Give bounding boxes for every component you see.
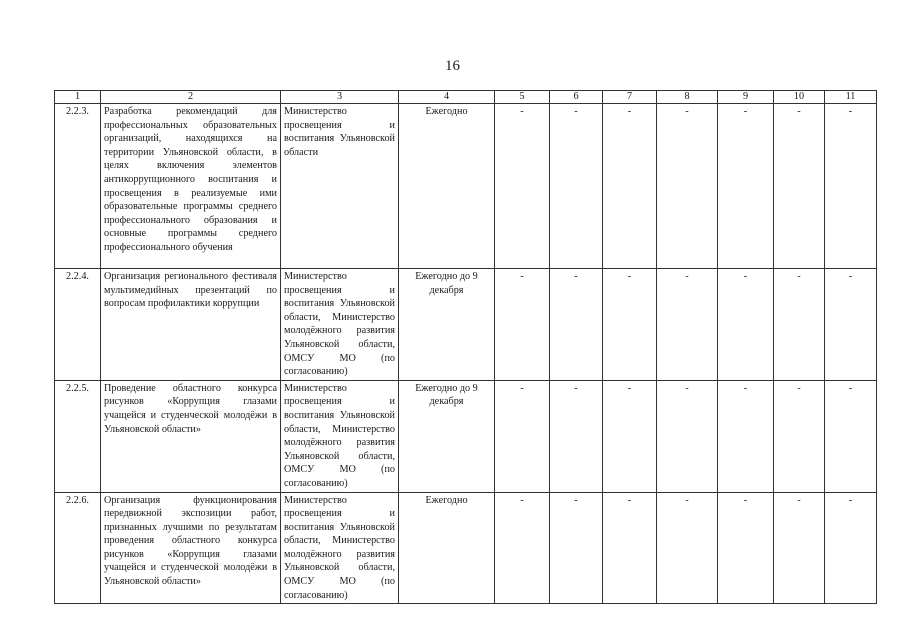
value-cell: - <box>825 104 877 269</box>
value-cell: - <box>495 104 550 269</box>
value-cell: - <box>603 269 657 381</box>
executor: Министерство просвещения и воспитания Ульяновской области, Министерство молодёжного развития Ульяновской области, ОМСУ МО (по согласованию) <box>281 380 399 492</box>
executor: Министерство просвещения и воспитания Ульяновской области, Министерство молодёжного развития Ульяновской области, ОМСУ МО (по согласованию) <box>281 269 399 381</box>
page-number: 16 <box>445 58 460 74</box>
measures-table <box>54 90 877 604</box>
value-cell: - <box>774 492 825 604</box>
value-cell: - <box>657 269 718 381</box>
table-header-row <box>55 91 877 104</box>
value-cell: - <box>825 269 877 381</box>
value-cell: - <box>495 492 550 604</box>
term: Ежегодно <box>399 104 495 269</box>
value-cell: - <box>718 380 774 492</box>
measure-title: Проведение областного конкурса рисунков «Коррупция глазами учащейся и студенческой молодёжи в Ульяновской области» <box>101 380 281 492</box>
table-row <box>55 380 877 492</box>
row-number: 2.2.4. <box>55 269 101 381</box>
value-cell: - <box>718 104 774 269</box>
table-row <box>55 492 877 604</box>
header-cell: 4 <box>399 91 495 104</box>
value-cell: - <box>550 380 603 492</box>
value-cell: - <box>495 269 550 381</box>
term: Ежегодно до 9 декабря <box>399 269 495 381</box>
header-cell: 11 <box>825 91 877 104</box>
value-cell: - <box>550 492 603 604</box>
measure-title: Организация функционирования передвижной экспозиции работ, признанных лучшими по результатам проведения областного конкурса рисунков «Коррупция глазами учащейся и студенческой молодёжи в Ульяновской области» <box>101 492 281 604</box>
value-cell: - <box>657 492 718 604</box>
value-cell: - <box>718 269 774 381</box>
value-cell: - <box>603 104 657 269</box>
value-cell: - <box>718 492 774 604</box>
value-cell: - <box>825 380 877 492</box>
row-number: 2.2.6. <box>55 492 101 604</box>
measure-title: Разработка рекомендаций для профессиональных образовательных организаций, находящихся на территории Ульяновской области, в целях включения элементов антикоррупционного воспитания и просвещения в реализуемые ими образовательные программы среднего профессионального образования и основные программы среднего профессионального обучения <box>101 104 281 269</box>
header-cell: 1 <box>55 91 101 104</box>
row-number: 2.2.3. <box>55 104 101 269</box>
value-cell: - <box>657 104 718 269</box>
header-cell: 6 <box>550 91 603 104</box>
value-cell: - <box>774 380 825 492</box>
value-cell: - <box>495 380 550 492</box>
value-cell: - <box>550 104 603 269</box>
term: Ежегодно <box>399 492 495 604</box>
row-number: 2.2.5. <box>55 380 101 492</box>
header-cell: 3 <box>281 91 399 104</box>
value-cell: - <box>603 380 657 492</box>
executor: Министерство просвещения и воспитания Ульяновской области <box>281 104 399 269</box>
measure-title: Организация регионального фестиваля мультимедийных презентаций по вопросам профилактики коррупции <box>101 269 281 381</box>
header-cell: 2 <box>101 91 281 104</box>
header-cell: 10 <box>774 91 825 104</box>
value-cell: - <box>550 269 603 381</box>
value-cell: - <box>603 492 657 604</box>
header-cell: 5 <box>495 91 550 104</box>
table-row <box>55 269 877 381</box>
table-row <box>55 104 877 269</box>
header-cell: 8 <box>657 91 718 104</box>
header-cell: 9 <box>718 91 774 104</box>
header-cell: 7 <box>603 91 657 104</box>
value-cell: - <box>825 492 877 604</box>
value-cell: - <box>774 104 825 269</box>
value-cell: - <box>657 380 718 492</box>
executor: Министерство просвещения и воспитания Ульяновской области, Министерство молодёжного развития Ульяновской области, ОМСУ МО (по согласованию) <box>281 492 399 604</box>
value-cell: - <box>774 269 825 381</box>
term: Ежегодно до 9 декабря <box>399 380 495 492</box>
